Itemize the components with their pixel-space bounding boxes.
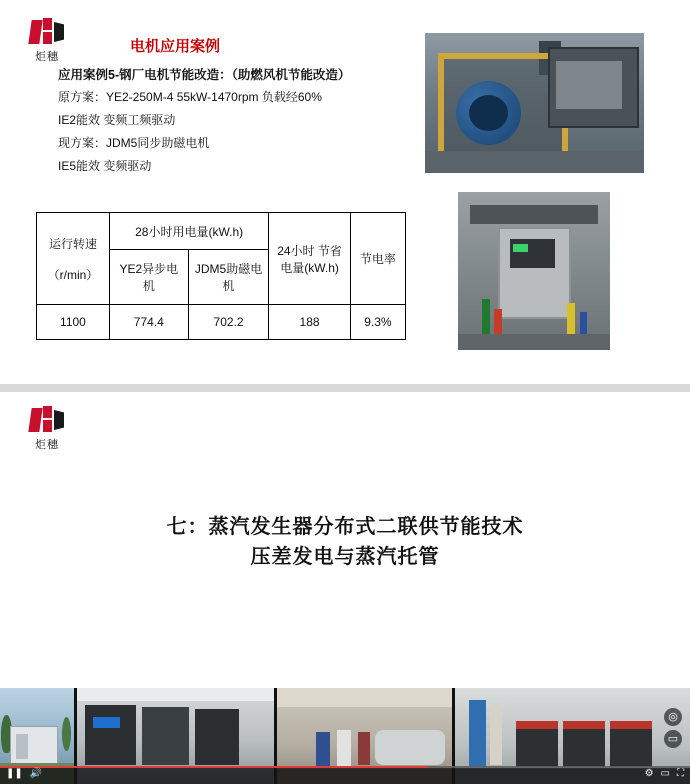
player-right-controls[interactable] — [645, 769, 684, 779]
blower-motor-skid-photo — [425, 33, 644, 173]
cast-icon[interactable]: ◎ — [664, 708, 682, 726]
control-cabinet-photo — [458, 192, 610, 350]
player-left-controls[interactable] — [6, 769, 42, 779]
table-row — [37, 305, 406, 340]
table-row — [37, 213, 406, 250]
case-heading: 应用案例5-钢厂电机节能改造：（助燃风机节能改造） — [58, 68, 351, 82]
col-jdm5: JDM5助磁电机 — [188, 250, 269, 305]
pause-icon[interactable]: ❚❚ — [6, 768, 23, 779]
logo-text: 炬穗 — [35, 51, 59, 63]
logo-mark-2 — [24, 406, 70, 436]
company-logo-2 — [24, 406, 70, 452]
progress-fill — [0, 766, 428, 768]
header-speed-cell — [37, 213, 110, 305]
theater-mode-icon[interactable]: ▭ — [664, 730, 682, 748]
header-rate: 节电率 — [350, 213, 405, 305]
header-speed: 运行转速 — [48, 236, 97, 251]
cell-rate: 9.3% — [350, 305, 405, 340]
volume-icon[interactable]: 🔊 — [29, 768, 43, 779]
col-ye2: YE2异步电机 — [109, 250, 188, 305]
fullscreen-icon[interactable]: ⛶ — [677, 768, 684, 779]
logo-text-2: 炬穗 — [35, 439, 59, 451]
header-save: 24小时 节省电量(kW.h) — [269, 213, 350, 305]
section-title-line-2: 压差发电与蒸汽托管 — [250, 546, 440, 568]
video-thumbnail-strip[interactable] — [0, 688, 690, 784]
header-28h: 28小时用电量(kW.h) — [109, 213, 268, 250]
company-logo — [24, 18, 70, 64]
theater-icon[interactable]: ▭ — [660, 768, 670, 779]
cell-ye2: 774.4 — [109, 305, 188, 340]
case-line-2: IE2能效 变频工频驱动 — [58, 113, 176, 127]
case-line-1: 原方案：YE2-250M-4 55kW-1470rpm 负载经60% — [58, 90, 322, 104]
cell-save: 188 — [269, 305, 350, 340]
energy-saving-table — [36, 212, 406, 340]
case-line-4: IE5能效 变频驱动 — [58, 159, 152, 173]
gear-icon[interactable]: ⚙ — [644, 768, 654, 779]
slide-divider — [0, 384, 690, 392]
cell-jdm5: 702.2 — [188, 305, 269, 340]
slide-motor-application-case — [0, 0, 690, 384]
case-line-3: 现方案：JDM5同步助磁电机 — [58, 136, 210, 150]
header-speed-unit: （r/min） — [47, 267, 99, 282]
slide-title: 电机应用案例 — [130, 38, 221, 55]
logo-mark — [24, 18, 70, 48]
player-control-bar[interactable] — [0, 766, 690, 784]
cell-speed: 1100 — [37, 305, 110, 340]
section-title-line-1: 七：蒸汽发生器分布式二联供节能技术 — [166, 516, 524, 538]
